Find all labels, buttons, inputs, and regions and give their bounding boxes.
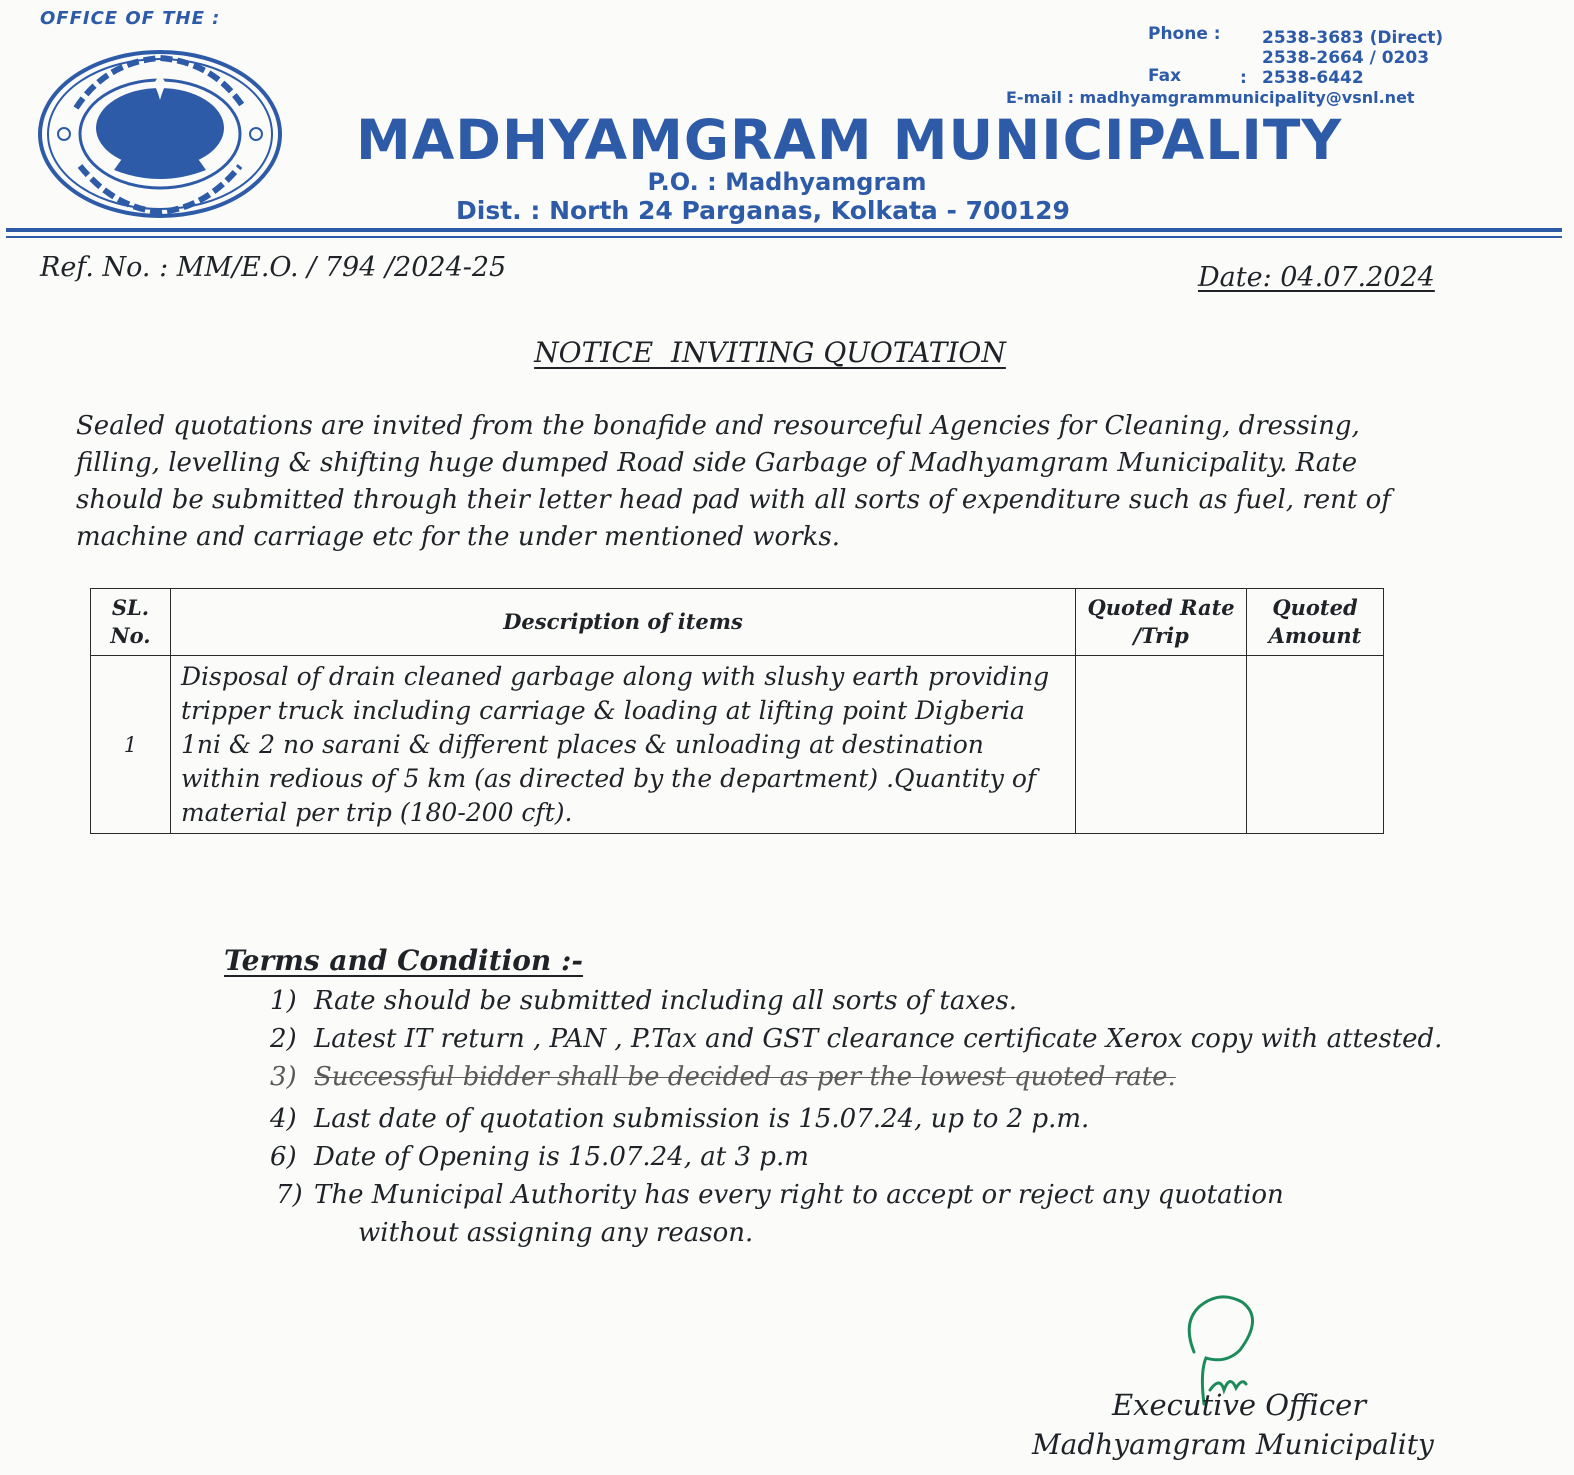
items-table <box>90 588 1384 834</box>
phone-label: Phone : <box>1148 24 1221 44</box>
intro-paragraph: Sealed quotations are invited from the bonafide and resourceful Agencies for Cleaning, dressing, filling, levelling & shifting huge dumped Road side Garbage of Madhyamgram Municipality. Rate should be submitted through their letter head pad with all sorts of expenditure such as fuel, rent of machine and carriage etc for the under mentioned works. <box>76 411 1391 552</box>
term-item <box>270 1024 1442 1054</box>
term-number: 1) <box>270 986 297 1016</box>
letterhead-rule-thick <box>6 228 1562 232</box>
term-number: 6) <box>270 1142 297 1172</box>
email-line: E-mail : madhyamgrammunicipality@vsnl.net <box>1006 88 1415 107</box>
org-name: MADHYAMGRAM MUNICIPALITY <box>356 108 1343 172</box>
term-number: 2) <box>270 1024 297 1054</box>
term-text: Date of Opening is 15.07.24, at 3 p.m <box>314 1142 809 1172</box>
term-item <box>270 1062 1176 1092</box>
district-line: Dist. : North 24 Parganas, Kolkata - 700129 <box>456 196 1070 225</box>
term-item <box>270 1142 809 1172</box>
post-office-line: P.O. : Madhyamgram <box>647 168 927 196</box>
fax-label: Fax <box>1148 66 1182 86</box>
term-item-continuation <box>358 1218 753 1248</box>
term-item <box>270 986 1017 1016</box>
term-item <box>270 1104 1089 1134</box>
header-sl-no: SL. No. <box>91 589 171 656</box>
phone-secondary: 2538-2664 / 0203 <box>1262 48 1430 68</box>
term-text: Last date of quotation submission is 15.07.24, up to 2 p.m. <box>314 1104 1090 1134</box>
row-description: Disposal of drain cleaned garbage along with slushy earth providing tripper truck including carriage & loading at lifting point Digberia 1ni & 2 no sarani & different places & unloading at destination within redious of 5 km (as directed by the department) .Quantity of material per trip (180-200 cft). <box>170 656 1075 834</box>
term-number: 3) <box>270 1062 297 1092</box>
phone-direct: 2538-3683 (Direct) <box>1262 28 1444 48</box>
term-text: Rate should be submitted including all sorts of taxes. <box>314 986 1017 1016</box>
header-quoted-amount: Quoted Amount <box>1247 589 1384 656</box>
term-text: without assigning any reason. <box>358 1218 754 1248</box>
letterhead-rule-thin <box>6 236 1562 238</box>
term-text: The Municipal Authority has every right to accept or reject any quotation <box>314 1180 1284 1210</box>
row-sl-no: 1 <box>91 656 171 834</box>
reference-number: Ref. No. : MM/E.O. / 794 /2024-25 <box>40 252 507 283</box>
row-quoted-rate <box>1076 656 1247 834</box>
notice-title: NOTICE INVITING QUOTATION <box>534 336 1006 369</box>
term-item <box>276 1180 1284 1210</box>
table-row <box>91 656 1384 834</box>
terms-heading: Terms and Condition :- <box>224 944 583 977</box>
signatory-title: Executive Officer <box>1112 1388 1367 1422</box>
table-header-row <box>91 589 1384 656</box>
header-description: Description of items <box>170 589 1075 656</box>
row-quoted-amount <box>1247 656 1384 834</box>
fax-colon: : <box>1240 68 1247 88</box>
term-text: Successful bidder shall be decided as per the lowest quoted rate. <box>314 1062 1176 1092</box>
signatory-organization: Madhyamgram Municipality <box>1032 1428 1434 1461</box>
fax-number: 2538-6442 <box>1262 68 1364 88</box>
office-of-label: OFFICE OF THE : <box>40 8 221 29</box>
term-number: 4) <box>270 1104 297 1134</box>
notice-date: Date: 04.07.2024 <box>1198 262 1435 293</box>
header-quoted-rate: Quoted Rate /Trip <box>1076 589 1247 656</box>
term-number: 7) <box>276 1180 303 1210</box>
term-text: Latest IT return , PAN , P.Tax and GST clearance certificate Xerox copy with attested. <box>314 1024 1443 1054</box>
